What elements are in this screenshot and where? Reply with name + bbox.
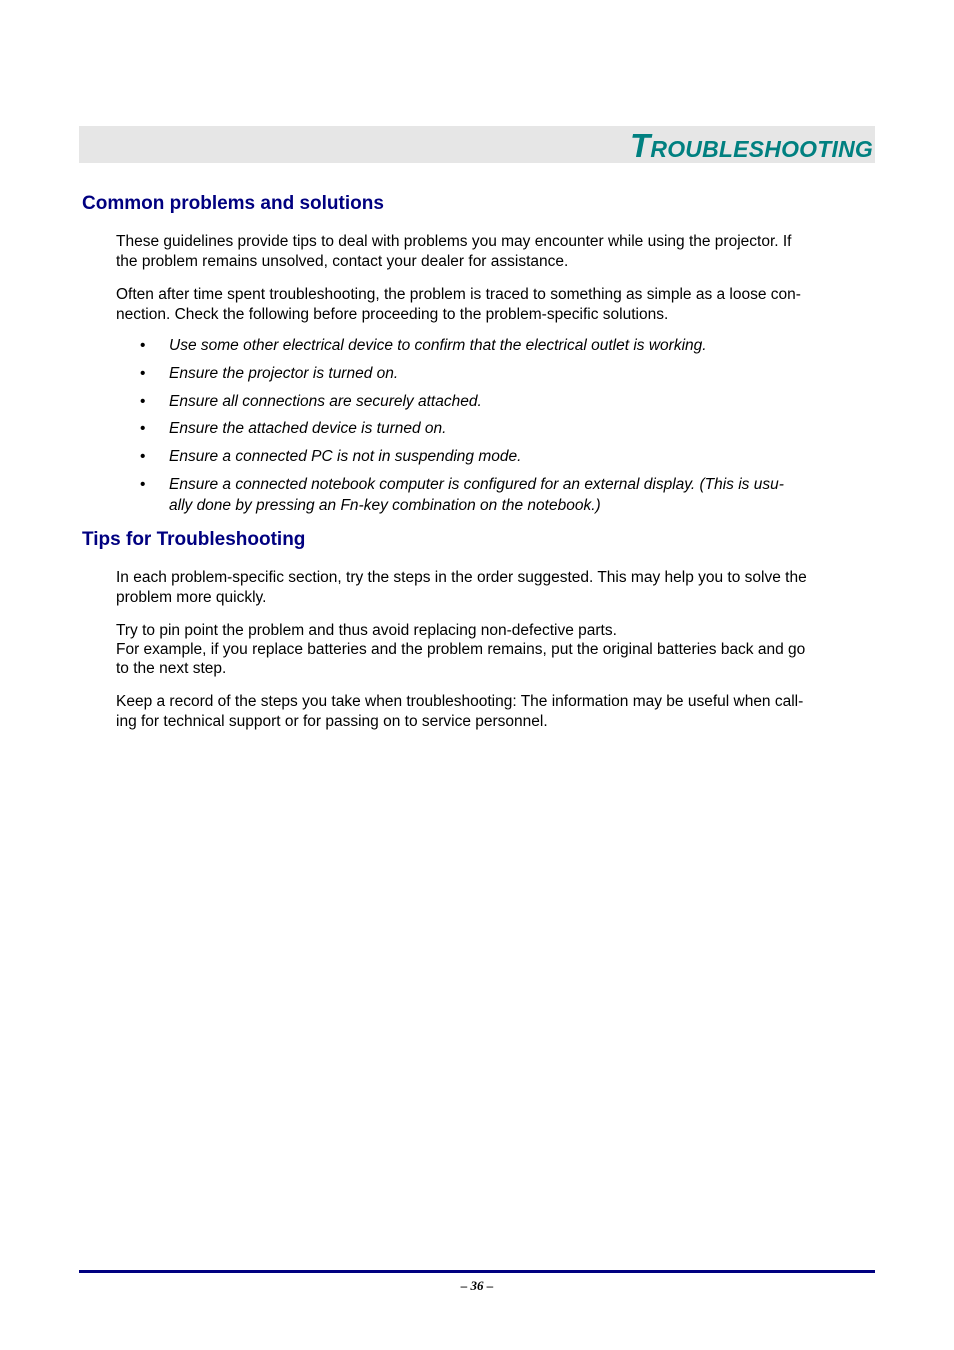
text-line: Keep a record of the steps you take when troubleshooting: The information may be useful when call- [116,693,804,710]
text-line: Often after time spent troubleshooting, the problem is traced to something as simple as a loose con- [116,286,801,303]
section-heading-tips: Tips for Troubleshooting [82,529,306,550]
text-line: problem more quickly. [116,589,267,606]
list-item [140,446,872,467]
chapter-title: Troubleshooting [630,127,873,164]
paragraph-keep-record [116,692,868,732]
page-number: – 36 – [460,1278,494,1293]
list-item-text: Ensure a connected PC is not in suspending mode. [169,448,522,465]
list-item [140,335,872,356]
text-line: ing for technical support or for passing on to service personnel. [116,713,548,730]
text-line: In each problem-specific section, try the steps in the order suggested. This may help you to solve the [116,569,807,586]
chapter-title-band [79,126,875,163]
list-item [140,391,872,412]
bullet-icon: • [140,337,146,354]
bullet-icon: • [140,448,146,465]
paragraph-pin-point [116,621,868,678]
text-line: the problem remains unsolved, contact your dealer for assistance. [116,253,569,270]
list-item-text: Ensure the projector is turned on. [169,365,399,382]
list-item-text: Ensure a connected notebook computer is configured for an external display. (This is usu- [169,476,784,493]
list-item-text: Use some other electrical device to confirm that the electrical outlet is working. [169,337,707,354]
bullet-icon: • [140,476,146,493]
list-item-text: ally done by pressing an Fn-key combination on the notebook.) [169,497,601,514]
list-item [140,418,872,439]
paragraph-loose-connection [116,285,868,325]
bullet-icon: • [140,393,146,410]
text-line: These guidelines provide tips to deal with problems you may encounter while using the projector. If [116,233,792,250]
list-item-text: Ensure the attached device is turned on. [169,420,447,437]
bullet-icon: • [140,365,146,382]
section-heading-common-problems: Common problems and solutions [82,193,384,214]
footer-rule [79,1270,875,1273]
paragraph-guidelines [116,232,868,272]
text-line: Try to pin point the problem and thus avoid replacing non-defective parts. [116,622,617,639]
text-line: For example, if you replace batteries and the problem remains, put the original batteries back and go [116,641,806,658]
text-line: nection. Check the following before proceeding to the problem-specific solutions. [116,306,669,323]
list-item-text: Ensure all connections are securely attached. [169,393,482,410]
bullet-icon: • [140,420,146,437]
text-line: to the next step. [116,660,227,677]
list-item [140,363,872,384]
paragraph-order-suggested [116,568,868,608]
list-item [140,474,872,516]
